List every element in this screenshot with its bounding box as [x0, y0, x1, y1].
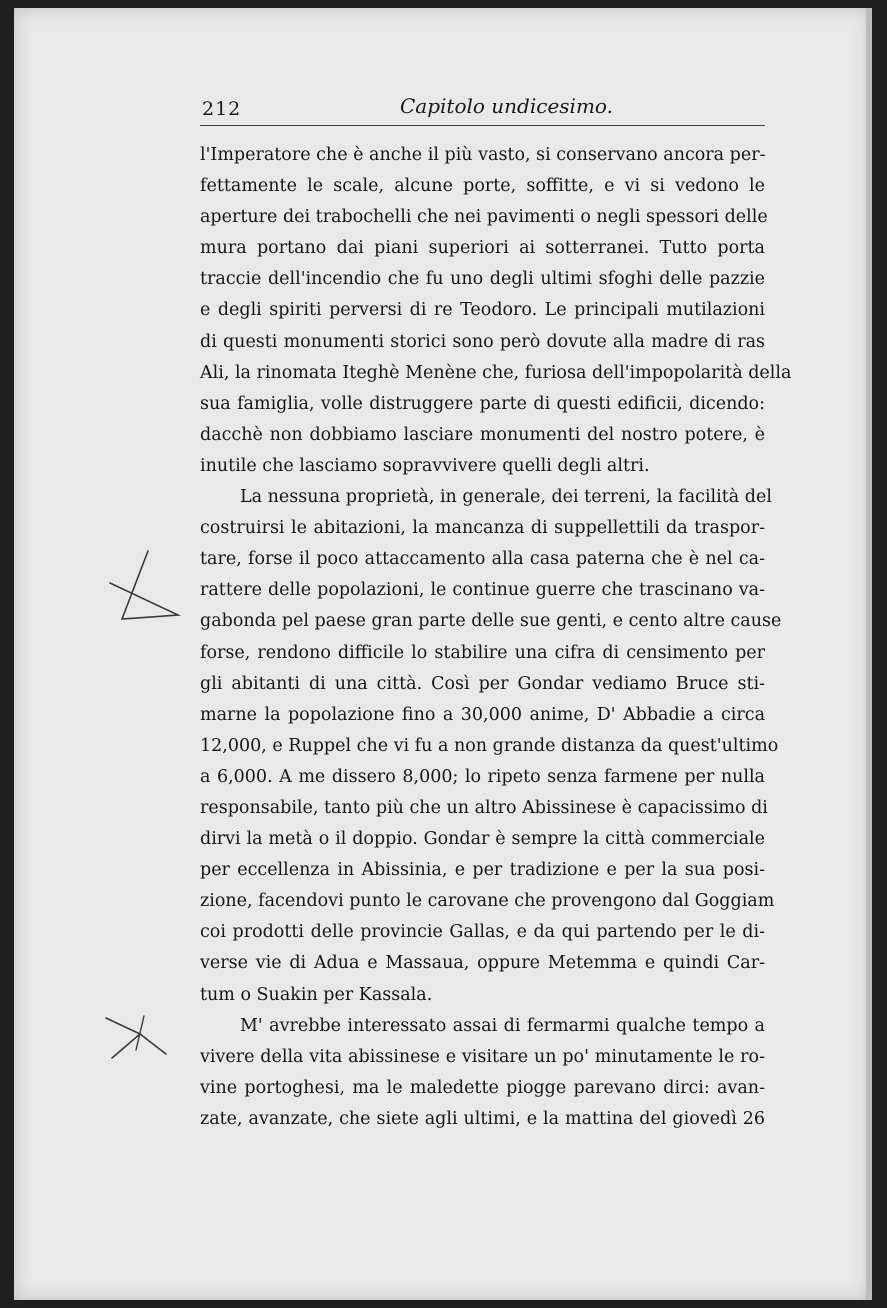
text-line: costruirsi le abitazioni, la mancanza di suppellettili da traspor- [200, 518, 765, 539]
text-line: aperture dei trabochelli che nei pavimenti o negli spessori delle [200, 207, 768, 228]
body-text [200, 140, 792, 1135]
text-line: e degli spiriti perversi di re Teodoro. Le principali mutilazioni [200, 300, 765, 321]
text-line: 12,000, e Ruppel che vi fu a non grande distanza da quest'ultimo [200, 735, 779, 756]
text-line: La nessuna proprietà, in generale, dei terreni, la facilità del [240, 487, 772, 508]
text-line: dirvi la metà o il doppio. Gondar è sempre la città commerciale [200, 829, 765, 850]
text-line: verse vie di Adua e Massaua, oppure Metemma e quindi Car- [200, 953, 765, 974]
text-line: tare, forse il poco attaccamento alla casa paterna che è nel ca- [200, 549, 765, 570]
text-line: vivere della vita abissinese e visitare un po' minutamente le ro- [200, 1046, 765, 1067]
paragraph-2 [200, 482, 782, 1011]
text-line: di questi monumenti storici sono però dovute alla madre di ras [200, 331, 765, 352]
text-line: a 6,000. A me dissero 8,000; lo ripeto senza farmene per nulla [200, 766, 765, 787]
page-header [200, 88, 765, 122]
text-line: traccie dell'incendio che fu uno degli ultimi sfoghi delle pazzie [200, 269, 765, 290]
paragraph-1 [200, 140, 792, 482]
text-line: dacchè non dobbiamo lasciare monumenti del nostro potere, è [200, 424, 765, 445]
pencil-margin-mark-1 [100, 545, 185, 630]
page-number: 212 [202, 98, 242, 120]
text-line: inutile che lasciamo sopravvivere quelli degli altri. [200, 455, 650, 476]
text-line: fettamente le scale, alcune porte, soffitte, e vi si vedono le [200, 176, 765, 197]
text-line: gli abitanti di una città. Così per Gondar vediamo Bruce sti- [200, 673, 765, 694]
text-line: Ali, la rinomata Iteghè Menène che, furiosa dell'impopolarità della [200, 362, 792, 383]
text-line: tum o Suakin per Kassala. [200, 984, 433, 1005]
pencil-margin-mark-2 [98, 1010, 173, 1065]
text-line: responsabile, tanto più che un altro Abissinese è capacissimo di [200, 797, 768, 818]
text-line: marne la popolazione fino a 30,000 anime, D' Abbadie a circa [200, 704, 765, 725]
text-line: l'Imperatore che è anche il più vasto, si conservano ancora per- [200, 145, 766, 165]
text-line: vine portoghesi, ma le maledette piogge parevano dirci: avan- [200, 1077, 765, 1098]
text-line: zate, avanzate, che siete agli ultimi, e la mattina del giovedì 26 [200, 1108, 765, 1129]
text-line: sua famiglia, volle distruggere parte di questi edificii, dicendo: [200, 393, 765, 414]
running-title: Capitolo undicesimo. [400, 94, 613, 118]
text-line: forse, rendono difficile lo stabilire una cifra di censimento per [200, 642, 765, 663]
text-line: zione, facendovi punto le carovane che provengono dal Goggiam [200, 891, 775, 912]
text-line: rattere delle popolazioni, le continue guerre che trascinano va- [200, 580, 765, 601]
text-line: coi prodotti delle provincie Gallas, e da qui partendo per le di- [200, 922, 765, 943]
text-line: per eccellenza in Abissinia, e per tradizione e per la sua posi- [200, 860, 765, 881]
text-line: M' avrebbe interessato assai di fermarmi qualche tempo a [240, 1015, 765, 1036]
page-edge [866, 8, 872, 1300]
text-line: gabonda pel paese gran parte delle sue genti, e cento altre cause [200, 611, 782, 632]
header-rule [200, 125, 765, 126]
paragraph-3 [200, 1011, 765, 1135]
text-line: mura portano dai piani superiori ai sotterranei. Tutto porta [200, 238, 765, 259]
